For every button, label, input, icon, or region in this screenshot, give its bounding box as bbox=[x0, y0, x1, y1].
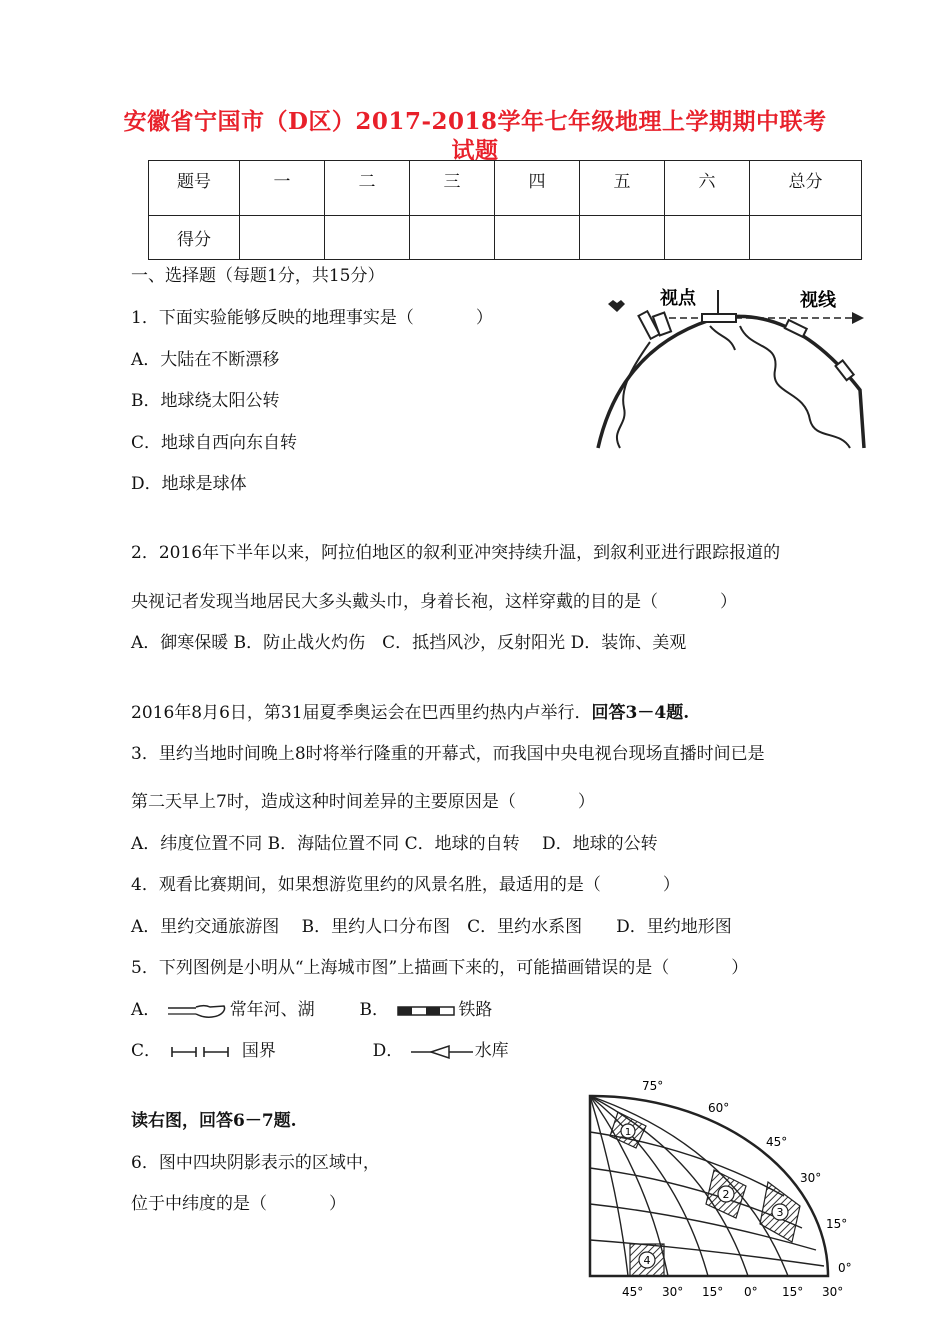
option-a: A．大陆在不断漂移 bbox=[131, 350, 280, 370]
option-letter: C． bbox=[131, 1041, 162, 1061]
legend-label: 国界 bbox=[241, 1041, 276, 1061]
question-2-line2 bbox=[131, 591, 737, 613]
railway-legend-icon bbox=[394, 1003, 458, 1019]
score-input-cell[interactable] bbox=[750, 215, 862, 259]
longitude-label: 30° bbox=[822, 1285, 844, 1299]
exam-title-line2: 试题 bbox=[451, 137, 499, 164]
region-number: 3 bbox=[776, 1206, 784, 1219]
region-number: 2 bbox=[722, 1188, 730, 1201]
score-input-cell[interactable] bbox=[495, 215, 580, 259]
question-text: ） bbox=[577, 792, 595, 812]
question-1-stem bbox=[131, 307, 493, 329]
intro-instruction: 回答3－4题. bbox=[591, 703, 690, 723]
ship-icon bbox=[785, 320, 807, 337]
question-4-stem bbox=[131, 874, 680, 896]
table-cell: 一 bbox=[240, 161, 325, 216]
river-lake-legend-icon bbox=[166, 1002, 230, 1020]
sightline-label: 视线 bbox=[800, 290, 836, 311]
score-input-cell[interactable] bbox=[580, 215, 665, 259]
legend-label: 常年河、湖 bbox=[229, 1000, 315, 1020]
question-3-line2 bbox=[131, 791, 595, 813]
option-c: C．地球自西向东自转 bbox=[131, 433, 298, 453]
question-4-options: A．里约交通旅游图 B．里约人口分布图 C．里约水系图 D．里约地形图 bbox=[131, 917, 732, 937]
latitude-label: 60° bbox=[708, 1101, 730, 1115]
region-number: 4 bbox=[643, 1254, 651, 1267]
earth-surface-arc bbox=[598, 316, 864, 448]
question-text: ） bbox=[475, 308, 493, 328]
ship-icon bbox=[836, 360, 854, 380]
table-cell: 总分 bbox=[750, 161, 862, 216]
latitude-label: 15° bbox=[826, 1217, 848, 1231]
question-5-options-cd bbox=[131, 1040, 509, 1062]
viewpoint-label: 视点 bbox=[660, 288, 696, 309]
question-5-stem bbox=[131, 957, 748, 979]
read-instruction-6-7: 读右图，回答6－7题. bbox=[131, 1111, 297, 1131]
lat-lon-grid-figure bbox=[588, 1078, 862, 1302]
longitude-label: 30° bbox=[662, 1285, 684, 1299]
score-input-cell[interactable] bbox=[240, 215, 325, 259]
option-letter: A． bbox=[131, 1000, 161, 1020]
question-text: ） bbox=[731, 958, 749, 978]
table-cell: 四 bbox=[495, 161, 580, 216]
longitude-label: 15° bbox=[782, 1285, 804, 1299]
score-input-cell[interactable] bbox=[410, 215, 495, 259]
coastline bbox=[740, 326, 850, 448]
intro-text: 2016年8月6日，第31届夏季奥运会在巴西里约热内卢举行． bbox=[131, 703, 592, 723]
question-text: ） bbox=[329, 1194, 346, 1214]
table-cell: 题号 bbox=[149, 161, 240, 216]
latitude-label: 75° bbox=[642, 1079, 664, 1093]
option-d: D．地球是球体 bbox=[131, 474, 247, 494]
table-cell: 三 bbox=[410, 161, 495, 216]
ship-icon bbox=[702, 314, 736, 322]
longitude-label: 0° bbox=[744, 1285, 758, 1299]
score-table bbox=[148, 160, 862, 260]
option-letter: D． bbox=[372, 1041, 404, 1061]
globe-curvature-figure bbox=[590, 280, 872, 450]
score-table-score-row bbox=[149, 215, 862, 259]
score-input-cell[interactable] bbox=[325, 215, 410, 259]
region-number: 1 bbox=[624, 1127, 632, 1138]
question-text: ） bbox=[720, 592, 737, 612]
question-2-options: A．御寒保暖 B．防止战火灼伤 C．抵挡风沙，反射阳光 D．装饰、美观 bbox=[131, 633, 687, 653]
legend-label: 水库 bbox=[474, 1041, 509, 1061]
question-text: 央视记者发现当地居民大多头戴头巾，身着长袍，这样穿戴的目的是（ bbox=[131, 592, 658, 612]
legend-label: 铁路 bbox=[458, 1000, 493, 1020]
question-2-line1: 2．2016年下半年以来，阿拉伯地区的叙利亚冲突持续升温，到叙利亚进行跟踪报道的 bbox=[131, 543, 781, 563]
latitude-label: 45° bbox=[766, 1135, 788, 1149]
question-5-options-ab bbox=[131, 999, 492, 1021]
question-3-line1: 3．里约当地时间晚上8时将举行隆重的开幕式，而我国中央电视台现场直播时间已是 bbox=[131, 744, 765, 764]
option-letter: B． bbox=[359, 1000, 389, 1020]
question-text: 位于中纬度的是（ bbox=[131, 1194, 267, 1214]
question-text: ） bbox=[662, 875, 680, 895]
latitude-label: 0° bbox=[838, 1261, 852, 1275]
question-text: 1．下面实验能够反映的地理事实是（ bbox=[131, 308, 414, 328]
latitude-label: 30° bbox=[800, 1171, 822, 1185]
intro-3-4 bbox=[131, 702, 689, 724]
question-text: 第二天早上7时，造成这种时间差异的主要原因是（ bbox=[131, 792, 516, 812]
longitude-label: 45° bbox=[622, 1285, 644, 1299]
bird-icon bbox=[608, 300, 625, 312]
reservoir-legend-icon bbox=[409, 1044, 475, 1060]
score-input-cell[interactable] bbox=[665, 215, 750, 259]
table-cell: 五 bbox=[580, 161, 665, 216]
question-6-line1: 6．图中四块阴影表示的区域中， bbox=[131, 1153, 380, 1173]
table-cell: 六 bbox=[665, 161, 750, 216]
score-table-header-row bbox=[149, 161, 862, 216]
question-6-line2 bbox=[131, 1193, 346, 1215]
section-heading: 一、选择题（每题1分，共15分） bbox=[131, 266, 385, 286]
question-text: 5．下列图例是小明从“上海城市图”上描画下来的，可能描画错误的是（ bbox=[131, 958, 670, 978]
question-text: 4．观看比赛期间，如果想游览里约的风景名胜，最适用的是（ bbox=[131, 875, 601, 895]
arrow-icon bbox=[852, 312, 864, 324]
longitude-label: 15° bbox=[702, 1285, 724, 1299]
exam-title-line1: 安徽省宁国市（D区）2017-2018学年七年级地理上学期期中联考 bbox=[123, 108, 827, 135]
option-b: B．地球绕太阳公转 bbox=[131, 391, 280, 411]
table-cell: 二 bbox=[325, 161, 410, 216]
border-legend-icon bbox=[166, 1044, 236, 1060]
question-3-options: A．纬度位置不同 B．海陆位置不同 C．地球的自转 D．地球的公转 bbox=[131, 834, 658, 854]
table-cell: 得分 bbox=[149, 215, 240, 259]
coastline bbox=[710, 326, 735, 350]
